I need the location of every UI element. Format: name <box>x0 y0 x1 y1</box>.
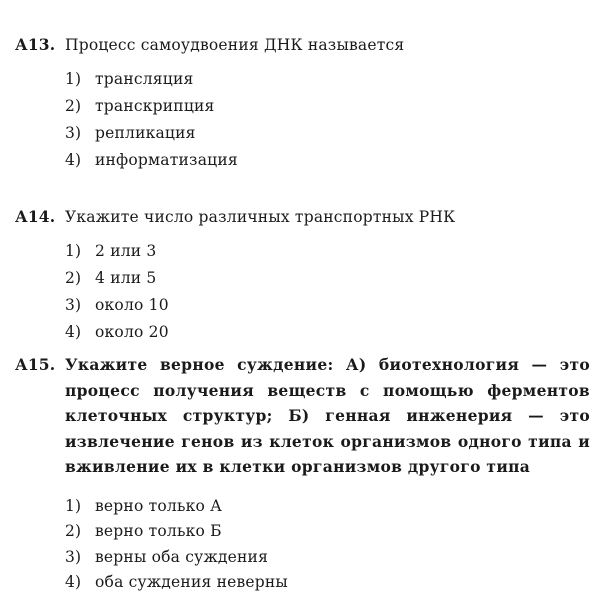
question-number: А13. <box>15 35 56 54</box>
question-text: Процесс самоудвоения ДНК называется <box>65 36 405 54</box>
answer-option-2 <box>65 93 590 120</box>
answer-options <box>65 494 590 596</box>
question-header <box>15 204 590 230</box>
answer-option-1 <box>65 494 590 520</box>
option-number: 3) <box>65 296 82 314</box>
option-text: транскрипция <box>95 97 215 115</box>
answer-option-4 <box>65 570 590 596</box>
option-text: трансляция <box>95 70 194 88</box>
answer-option-3 <box>65 545 590 571</box>
option-number: 2) <box>65 97 82 115</box>
option-text: верно только А <box>95 496 223 515</box>
option-number: 1) <box>65 70 82 88</box>
option-number: 3) <box>65 547 82 566</box>
option-text: оба суждения неверны <box>95 573 288 592</box>
option-number: 3) <box>65 124 82 142</box>
answer-option-3 <box>65 120 590 147</box>
option-number: 2) <box>65 522 82 541</box>
option-text: 2 или 3 <box>95 242 157 260</box>
option-number: 4) <box>65 573 82 592</box>
option-text: около 10 <box>95 296 169 314</box>
question-a14 <box>15 204 590 346</box>
question-text: Укажите верное суждение: А) биотехнология — это процесс получения веществ с помощью ферментов клеточных структур; Б) генная инженерия — это извлечение генов из клеток организмов одного типа и вживление их в клетки организмов другого типа <box>65 355 590 477</box>
answer-option-1 <box>65 66 590 93</box>
option-text: репликация <box>95 124 196 142</box>
question-number: А14. <box>15 207 56 226</box>
answer-option-4 <box>65 319 590 346</box>
option-text: 4 или 5 <box>95 269 157 287</box>
question-header <box>15 352 590 480</box>
question-a13 <box>15 32 590 174</box>
answer-option-1 <box>65 238 590 265</box>
option-number: 1) <box>65 242 82 260</box>
option-text: верно только Б <box>95 522 222 541</box>
question-number: А15. <box>15 355 56 374</box>
option-number: 4) <box>65 151 82 169</box>
question-a15 <box>15 352 590 596</box>
answer-options <box>65 238 590 346</box>
option-text: информатизация <box>95 151 238 169</box>
option-number: 4) <box>65 323 82 341</box>
answer-option-2 <box>65 265 590 292</box>
option-text: верны оба суждения <box>95 547 269 566</box>
question-text: Укажите число различных транспортных РНК <box>65 208 456 226</box>
option-text: около 20 <box>95 323 169 341</box>
option-number: 2) <box>65 269 82 287</box>
option-number: 1) <box>65 496 82 515</box>
question-header <box>15 32 590 58</box>
answer-option-2 <box>65 519 590 545</box>
answer-options <box>65 66 590 174</box>
answer-option-3 <box>65 292 590 319</box>
answer-option-4 <box>65 147 590 174</box>
